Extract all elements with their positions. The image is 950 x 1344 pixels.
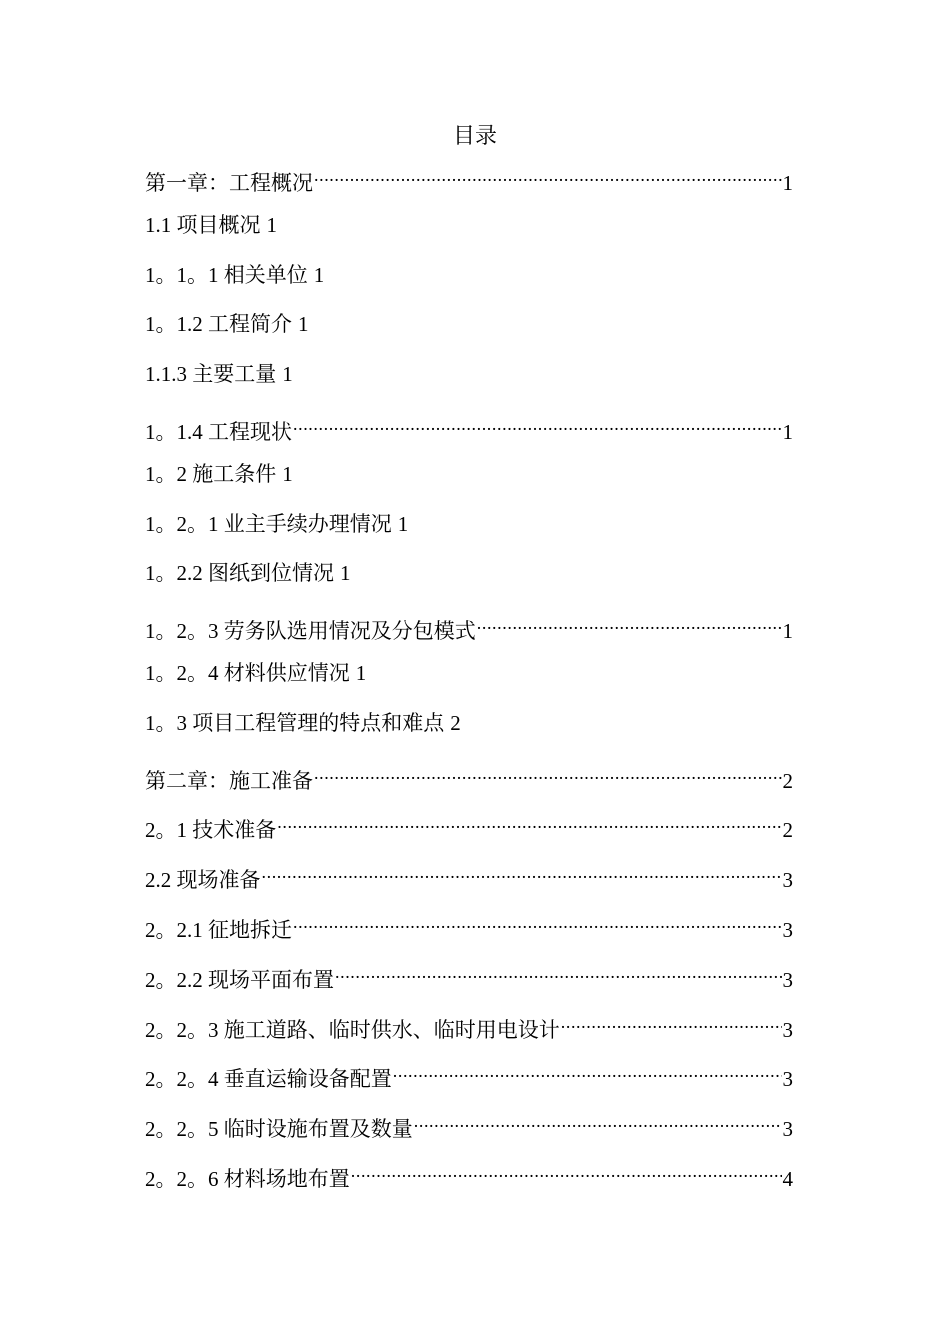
- toc-dot-leader: [561, 1007, 782, 1037]
- toc-entry[interactable]: [145, 309, 793, 359]
- toc-page-number: 3: [782, 1017, 793, 1042]
- toc-page-number: 1: [782, 171, 793, 195]
- toc-page-number: 1: [282, 362, 293, 387]
- toc-page-number: 3: [782, 917, 793, 942]
- toc-entry[interactable]: [145, 459, 793, 509]
- toc-page-number: 2: [782, 768, 793, 793]
- toc-entry-label: 2。2。6 材料场地布置: [145, 1166, 350, 1191]
- toc-page-number: 2: [450, 710, 461, 735]
- toc-entry-label: 2。2。4 垂直运输设备配置: [145, 1067, 392, 1092]
- toc-entry[interactable]: [145, 359, 793, 409]
- toc-entry-label: 1。2.2 图纸到位情况: [145, 561, 334, 586]
- toc-entry[interactable]: [145, 509, 793, 559]
- toc-dot-leader: [393, 1056, 782, 1086]
- toc-entry-label: 2.2 现场准备: [145, 868, 261, 893]
- toc-entry[interactable]: [145, 409, 793, 459]
- toc-page-number: 1: [397, 511, 409, 536]
- toc-entry-label: 第二章：施工准备: [145, 768, 313, 793]
- toc-entry-label: 1。2。1 业主手续办理情况: [145, 511, 392, 536]
- toc-dot-leader: [351, 1156, 782, 1186]
- toc-entry[interactable]: [145, 260, 793, 310]
- toc-entry-label: 2。1 技术准备: [145, 818, 277, 843]
- toc-entry-label: 2。2.2 现场平面布置: [145, 967, 334, 992]
- toc-page-number: 2: [782, 818, 793, 843]
- toc-title: 目录: [452, 123, 497, 148]
- toc-entry[interactable]: [145, 1106, 793, 1156]
- toc-page-number: 1: [313, 262, 325, 287]
- toc-entry-label: 1。3 项目工程管理的特点和难点: [145, 710, 445, 735]
- toc-entry[interactable]: [145, 907, 793, 957]
- toc-dot-leader: [414, 1106, 782, 1136]
- toc-page-number: 1: [298, 312, 309, 337]
- toc-entry[interactable]: [145, 957, 793, 1007]
- toc-page-number: 1: [266, 212, 277, 237]
- toc-entry[interactable]: [145, 857, 793, 907]
- toc-entry[interactable]: [145, 608, 793, 658]
- toc-dot-leader: [293, 907, 782, 937]
- toc-dot-leader: [262, 857, 782, 887]
- toc-dot-leader: [314, 160, 782, 190]
- toc-entry-label: 2。2.1 征地拆迁: [145, 917, 292, 942]
- toc-entry[interactable]: [145, 807, 793, 857]
- toc-entry[interactable]: [145, 1007, 793, 1057]
- toc-entry-label: 1.1.3 主要工量: [145, 362, 277, 387]
- toc-entry-label: 2。2。5 临时设施布置及数量: [145, 1117, 413, 1142]
- toc-dot-leader: [477, 608, 782, 638]
- toc-entry-label: 1。2 施工条件: [145, 461, 277, 486]
- toc-dot-leader: [293, 409, 782, 439]
- toc-entry[interactable]: [145, 1056, 793, 1106]
- toc-entry-label: 1.1 项目概况: [145, 212, 261, 237]
- toc-page-number: 3: [782, 868, 793, 893]
- toc-dot-leader: [277, 807, 781, 837]
- toc-entry-label: 1。1.2 工程简介: [145, 312, 292, 337]
- toc-dot-leader: [314, 758, 782, 788]
- toc-page-number: 4: [782, 1166, 793, 1191]
- toc-entry[interactable]: [145, 658, 793, 708]
- toc-list: [145, 160, 793, 1206]
- toc-entry-label: 1。1.4 工程现状: [145, 419, 292, 444]
- toc-page-number: 1: [782, 619, 793, 644]
- toc-entry[interactable]: [145, 558, 793, 608]
- toc-entry-label: 2。2。3 施工道路、临时供水、临时用电设计: [145, 1017, 560, 1042]
- toc-entry-label: 1。2。3 劳务队选用情况及分包模式: [145, 619, 476, 644]
- toc-dot-leader: [335, 957, 782, 987]
- toc-entry[interactable]: [145, 210, 793, 260]
- toc-entry[interactable]: [145, 160, 793, 210]
- toc-page-number: 1: [782, 419, 793, 444]
- toc-page-number: 1: [355, 660, 367, 685]
- toc-page-number: 3: [782, 1117, 793, 1142]
- toc-entry-label: 1。2。4 材料供应情况: [145, 660, 350, 685]
- toc-page-number: 1: [340, 561, 351, 586]
- toc-entry[interactable]: [145, 708, 793, 758]
- toc-page-number: 3: [782, 1067, 793, 1092]
- toc-page-number: 3: [782, 967, 793, 992]
- toc-entry-label: 第一章：工程概况: [145, 171, 313, 195]
- toc-entry[interactable]: [145, 758, 793, 808]
- toc-page-number: 1: [282, 461, 293, 486]
- toc-entry[interactable]: [145, 1156, 793, 1206]
- toc-entry-label: 1。1。1 相关单位: [145, 262, 308, 287]
